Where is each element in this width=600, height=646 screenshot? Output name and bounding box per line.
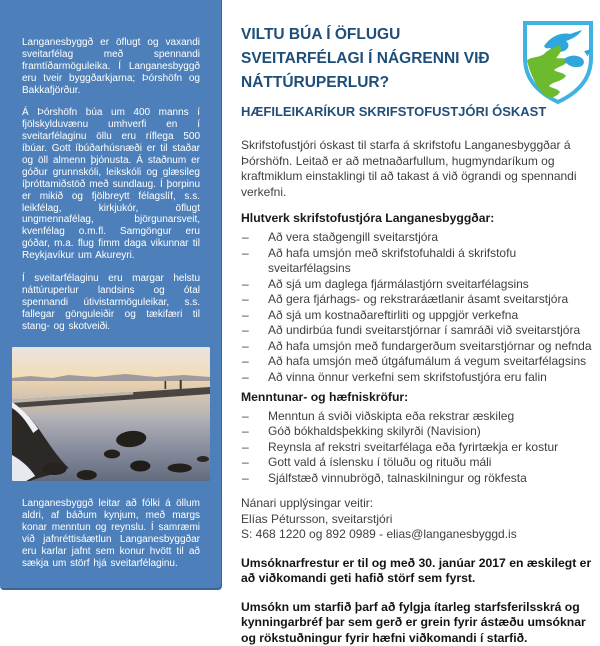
dash-marker: –	[242, 276, 249, 291]
dash-marker: –	[242, 424, 249, 439]
contact-name: Elías Pétursson, sveitarstjóri	[241, 511, 393, 526]
list-item: – Að sjá um daglega fjármálastjórn sveitarfélagsins	[242, 276, 529, 291]
contact-heading: Nánari upplýsingar veitir:	[241, 496, 374, 511]
contact-block	[241, 496, 593, 542]
intro-paragraph: Skrifstofustjóri óskast til starfa á skrifstofu Langanesbyggðar á Þórshöfn. Leitað er að metnaðarfullum, hugmyndaríkum og kraftmiklum einstaklingi til að takast á við ögrandi og spennandi verkefni.	[241, 138, 577, 199]
dash-marker: –	[242, 470, 249, 485]
website-url: www.langanesbyggd.is	[22, 621, 133, 633]
duties-heading: Hlutverk skrifstofustjóra Langanesbyggðar:	[241, 211, 495, 226]
list-item: – Reynsla af rekstri sveitarfélaga eða fyrirtækja er kostur	[242, 439, 559, 454]
list-item: – Að hafa umsjón með skrifstofuhaldi á skrifstofu sveitarfélagsins	[242, 245, 517, 276]
list-item: – Að hafa umsjón með fundargerðum sveitarstjórnar og nefnda	[242, 338, 592, 353]
list-item: – Að hafa umsjón með útgáfumálum á vegum sveitarfélagsins	[242, 354, 587, 369]
requirements-list	[241, 409, 593, 486]
list-item: – Að sjá um kostnaðareftirliti og uppgjör verkefna	[242, 307, 519, 322]
address-line: Langanesbyggð, Fjarðarvegi 3, 680 Þórshöfn	[22, 590, 189, 618]
list-item: – Að undirbúa fundi sveitarstjórnar í samráði við sveitarstjóra	[242, 323, 581, 338]
list-item: – Að vera staðgengill sveitarstjóra	[242, 230, 439, 245]
harbor-sunset-photo	[12, 347, 210, 481]
contact-phone-email: S: 468 1220 og 892 0989 - elias@langanesbyggd.is	[241, 527, 517, 542]
sidebar-paragraph: Í sveitarfélaginu eru margar helstu náttúruperlur landsins og ótal spennandi útivistarmöguleikar, s.s. fallegar gönguleiðir og tækifæri til stang- og skotveiði.	[22, 273, 200, 332]
dash-marker: –	[242, 245, 249, 260]
dash-marker: –	[242, 439, 249, 454]
list-item: – Gott vald á íslensku í töluðu og rituðu máli	[242, 455, 492, 470]
dash-marker: –	[242, 338, 249, 353]
address-block	[22, 589, 200, 636]
dash-marker: –	[242, 354, 249, 369]
sidebar-closing-paragraph: Langanesbyggð leitar að fólki á öllum aldri, af báðum kynjum, með margs konar menntun og reynslu. Í samræmi við jafnréttisáætlun Langanesbyggðar eru karlar jafnt sem konur hvött til að sækja um störf hjá sveitarfélaginu.	[22, 498, 200, 569]
dash-marker: –	[242, 292, 249, 307]
requirements-heading: Menntunar- og hæfniskröfur:	[241, 389, 409, 404]
list-item: – Að gera fjárhags- og rekstraráætlanir ásamt sveitarstjóra	[242, 292, 569, 307]
list-item: – Að vinna önnur verkefni sem skrifstofustjóra eru falin	[242, 369, 547, 384]
page-subtitle: HÆFILEIKARÍKUR SKRIFSTOFUSTJÓRI ÓSKAST	[241, 104, 547, 120]
sidebar-panel	[0, 0, 222, 633]
dash-marker: –	[242, 323, 249, 338]
dash-marker: –	[242, 369, 249, 384]
list-item: – Menntun á sviði viðskipta eða rekstrar æskileg	[242, 408, 515, 423]
deadline-paragraph: Umsóknarfrestur er til og með 30. janúar 2017 en æskilegt er að viðkomandi geti hafið störf sem fyrst.	[241, 555, 592, 586]
page-title: VILTU BÚA Í ÖFLUGU SVEITARFÉLAGI Í NÁGRENNI VIÐ NÁTTÚRUPERLUR?	[241, 26, 490, 92]
duties-list	[241, 230, 593, 385]
application-paragraph: Umsókn um starfið þarf að fylgja ítarleg starfsferilsskrá og kynningarbréf þar sem gerð er grein fyrir ástæðu umsóknar og rökstuðningur fyrir hæfni viðkomandi í starfið.	[241, 599, 586, 645]
sidebar-paragraph: Á Þórshöfn búa um 400 manns í fjölskylduvænu umhverfi en í sveitarfélaginu öllu eru ríflega 500 íbúar. Gott íbúðarhúsnæði er til staðar og öll almenn þjónusta. Á staðnum er góður grunnskóli, leikskóli og glæsileg íþróttamiðstöð með sundlaug. Í þorpinu er mikið og fjölbreytt félagslíf, s.s. leikfélag, kirkjukór, öflugt ungmennafélag, björgunarsveit, kvenfélag o.m.fl. Samgöngur eru góðar, m.a. flug fimm daga vikunnar til Reykjavíkur um Akureyri.	[22, 107, 200, 262]
dash-marker: –	[242, 408, 249, 423]
list-item: – Góð bókhaldsþekking skilyrði (Navision)	[242, 424, 481, 439]
sidebar-paragraph: Langanesbyggð er öflugt og vaxandi sveitarfélag með spennandi framtíðarmöguleika. Í Langanesbyggð eru tveir byggðarkjarna; Þórshöfn og Bakkafjörður.	[22, 37, 200, 96]
dash-marker: –	[242, 455, 249, 470]
dash-marker: –	[242, 230, 249, 245]
main-content	[241, 0, 593, 646]
list-item: – Sjálfstæð vinnubrögð, talnaskilningur og rökfesta	[242, 470, 527, 485]
dash-marker: –	[242, 307, 249, 322]
